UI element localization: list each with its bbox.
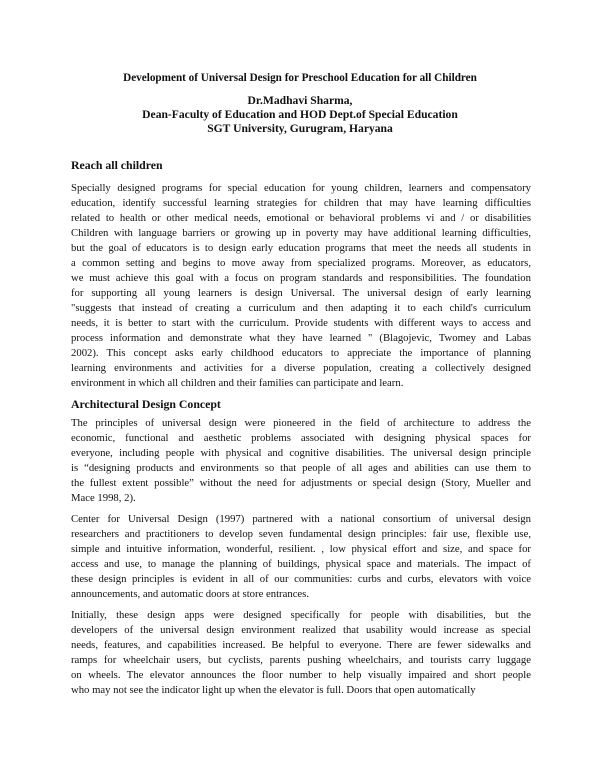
document-title: Development of Universal Design for Preschool Education for all Children (123, 72, 477, 84)
paragraph-line: developers of the universal design environment realized that usability would increase as special (71, 624, 531, 636)
paragraph-line: a common setting and begins to move away from specialized programs. Moreover, as educators, (71, 257, 531, 269)
paragraph-line: who may not see the indicator light up when the elevator is full. Doors that open automatically (71, 684, 476, 696)
paragraph-line: everyone, including people with physical and cognitive disabilities. The universal design principle (71, 447, 531, 459)
author-block (0, 94, 600, 136)
paragraph-line: needs, features, and capabilities increased. Be helpful to everyone. There are fewer sidewalks and (71, 639, 531, 651)
paragraph-line: for supporting all young learners is design Universal. The universal design of early learning (71, 287, 531, 299)
paragraph-line: is “designing products and environments so that people of all ages and abilities can use them to (71, 462, 531, 474)
paragraph-line: related to health or other medical needs, emotional or behavioral problems vi and / or disabilities (71, 212, 531, 224)
paragraph-line: on wheels. The elevator announces the floor number to help visually impaired and short people (71, 669, 531, 681)
paragraph-line: education, identify successful learning strategies for children that may have learning difficulties (71, 197, 531, 209)
section-heading: Architectural Design Concept (71, 397, 221, 411)
paragraph (71, 181, 531, 391)
paragraph-line: but the goal of educators is to design early education programs that meet the needs all students in (71, 242, 531, 254)
paragraph-line: 2002). This concept asks early childhood educators to appreciate the importance of planning (71, 347, 531, 359)
paragraph-line: access and use, to manage the planning of buildings, physical space and materials. The impact of (71, 558, 531, 570)
paragraph-line: Initially, these design apps were designed specifically for people with disabilities, but the (71, 609, 531, 621)
paragraph-line: announcements, and automatic doors at store entrances. (71, 588, 310, 600)
paragraph-line: we must achieve this goal with a focus on program standards and responsibilities. The foundation (71, 272, 531, 284)
paragraph-line: researchers and practitioners to develop seven fundamental design principles: fair use, flexible use, (71, 528, 531, 540)
author-institution: SGT University, Gurugram, Haryana (207, 122, 393, 135)
paragraph-line: needs, it is better to start with the curriculum. Provide students with different ways to access and (71, 317, 531, 329)
paragraph-line: Center for Universal Design (1997) partnered with a national consortium of universal design (71, 513, 531, 525)
paragraph-line: economic, functional and aesthetic problems associated with designing physical spaces for (71, 432, 531, 444)
paragraph (71, 608, 531, 698)
paragraph-line: learning environments and activities for a diverse population, creating a collectively designed (71, 362, 531, 374)
section-heading: Reach all children (71, 158, 163, 172)
paragraph-line: process information and demonstrate what they have learned " (Blagojevic, Twomey and Labas (71, 332, 531, 344)
paragraph (71, 416, 531, 506)
paragraph-line: Children with language barriers or growing up in poverty may have additional learning difficulties, (71, 227, 531, 239)
paragraph-line: environment in which all children and their families can participate and learn. (71, 377, 404, 389)
paragraph-line: The principles of universal design were pioneered in the field of architecture to address the (71, 417, 531, 429)
paragraph-line: simple and intuitive information, wonderful, resilient. , low physical effort and size, and space for (71, 543, 531, 555)
paragraph-line: "suggests that instead of creating a curriculum and then adapting it to each child's curriculum (71, 302, 531, 314)
author-name: Dr.Madhavi Sharma, (247, 94, 353, 107)
paragraph (71, 512, 531, 602)
paragraph-line: Specially designed programs for special education for young children, learners and compensatory (71, 182, 531, 194)
paragraph-line: the fullest extent possible” without the need for adjustments or special design (Story, Mueller and (71, 477, 531, 489)
paragraph-line: ramps for wheelchair users, but cyclists, parents pushing wheelchairs, and tourists carry luggage (71, 654, 531, 666)
paragraph-line: these design principles is evident in all of our communities: curbs and curbs, elevators with voice (71, 573, 531, 585)
author-position: Dean-Faculty of Education and HOD Dept.of Special Education (142, 108, 458, 121)
paragraph-line: Mace 1998, 2). (71, 492, 136, 504)
